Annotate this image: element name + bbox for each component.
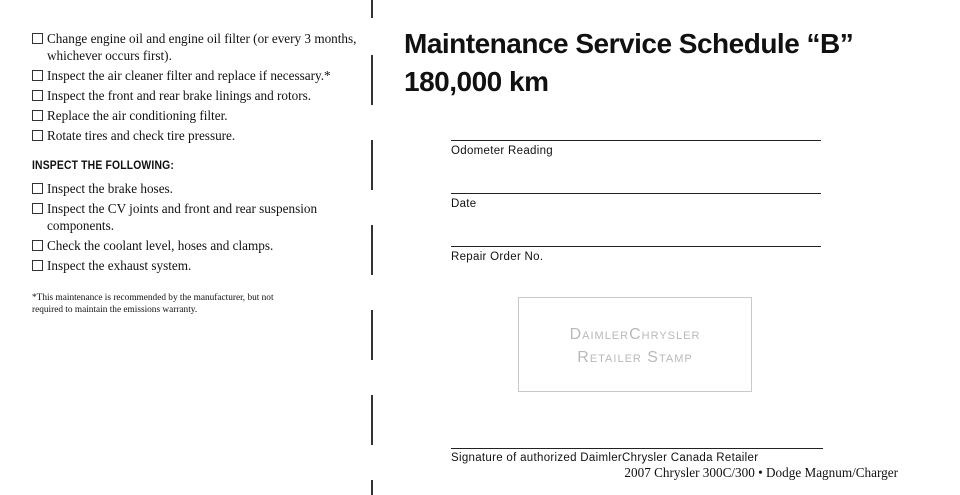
checkbox[interactable] (32, 240, 43, 251)
stamp-line-1: DaimlerChrysler (569, 326, 701, 343)
checkbox[interactable] (32, 183, 43, 194)
signature-line (451, 448, 823, 449)
inspect-item: Inspect the CV joints and front and rear suspension components. (32, 200, 362, 234)
stamp-line-2: Retailer Stamp (577, 349, 693, 366)
checklist-item: Inspect the front and rear brake linings and rotors. (32, 87, 362, 104)
signature-field[interactable] (451, 448, 823, 464)
checkbox[interactable] (32, 70, 43, 81)
signature-label: Signature of authorized DaimlerChrysler Canada Retailer (451, 452, 759, 464)
inspect-item: Check the coolant level, hoses and clamps. (32, 237, 362, 254)
checkbox[interactable] (32, 130, 43, 141)
checkbox[interactable] (32, 33, 43, 44)
date-field[interactable] (451, 193, 821, 210)
odometer-field[interactable] (451, 140, 821, 157)
divider-dash (371, 225, 373, 275)
retailer-stamp-box (518, 297, 752, 392)
checklist-item: Inspect the air cleaner filter and replace if necessary.* (32, 67, 362, 84)
checklist-item: Replace the air conditioning filter. (32, 107, 362, 124)
divider-dash (371, 310, 373, 360)
repair-order-label: Repair Order No. (451, 251, 544, 263)
page-title: Maintenance Service Schedule “B” (404, 28, 854, 59)
maintenance-checklist (32, 30, 362, 316)
divider-dash (371, 480, 373, 495)
inspect-heading: INSPECT THE FOLLOWING: (32, 160, 174, 172)
repair-order-field[interactable] (451, 246, 821, 263)
checkbox[interactable] (32, 260, 43, 271)
checkbox[interactable] (32, 203, 43, 214)
checkbox[interactable] (32, 90, 43, 101)
schedule-header (404, 26, 924, 100)
odometer-line (451, 140, 821, 141)
divider-dash (371, 395, 373, 445)
page-footer: 2007 Chrysler 300C/300 • Dodge Magnum/Charger (624, 465, 898, 480)
odometer-label: Odometer Reading (451, 145, 553, 157)
divider-dash (371, 0, 373, 18)
checklist-item: Change engine oil and engine oil filter (or every 3 months, whichever occurs first). (32, 30, 362, 64)
checkbox[interactable] (32, 110, 43, 121)
divider-dash (371, 55, 373, 105)
divider-dash (371, 140, 373, 190)
footnote: *This maintenance is recommended by the manufacturer, but not required to maintain the emissions warranty. (32, 293, 274, 315)
page-subtitle: 180,000 km (404, 66, 549, 97)
repair-order-line (451, 246, 821, 247)
inspect-item: Inspect the brake hoses. (32, 180, 362, 197)
inspect-item: Inspect the exhaust system. (32, 257, 362, 274)
checklist-item: Rotate tires and check tire pressure. (32, 127, 362, 144)
date-label: Date (451, 198, 477, 210)
date-line (451, 193, 821, 194)
